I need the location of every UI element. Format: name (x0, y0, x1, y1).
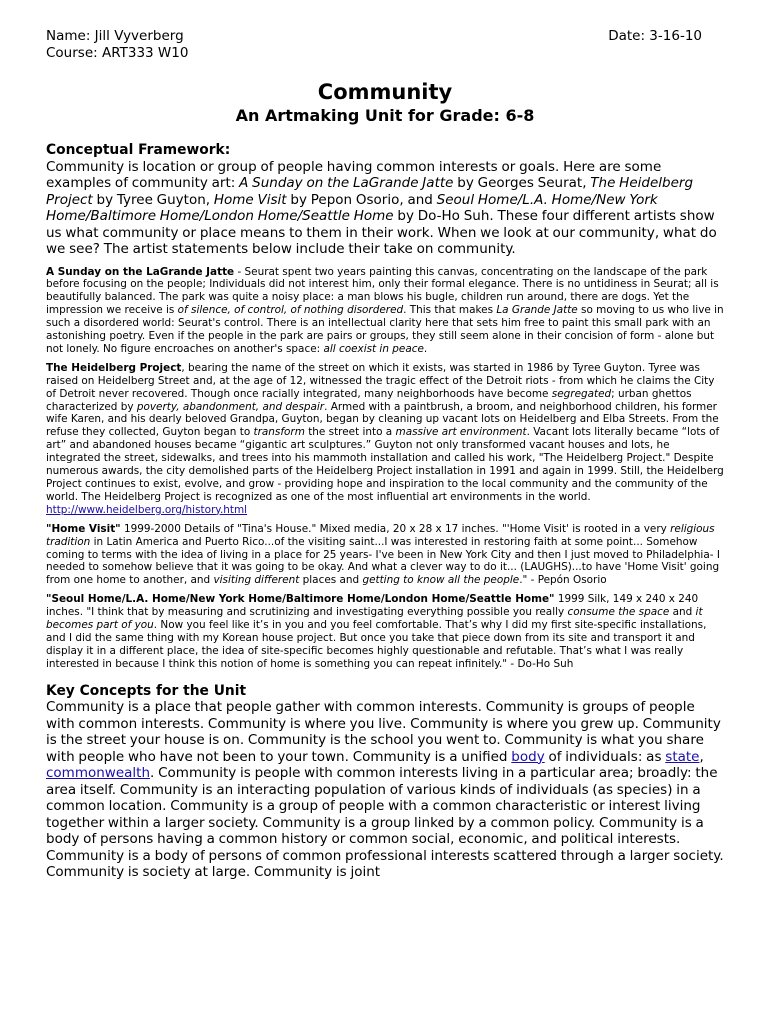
framework-paragraph: Community is location or group of people having common interests or goals. Here are some examples of community art: A Sunday on the LaGrande Jatte by Georges Seurat, The Heidelberg Project by Tyree Guyton, Home Visit by Pepon Osorio, and Seoul Home/L.A. Home/New York Home/Baltimore Home/London Home/Seattle Home by Do-Ho Suh. These four different artists show us what community or place means to them in their work. When we look at our community, what do we see? The artist statements below include their take on community. (46, 158, 717, 257)
course-name: Course: ART333 W10 (46, 45, 189, 61)
framework-heading: Conceptual Framework: (46, 142, 231, 158)
heidelberg-history-link[interactable]: http://www.heidelberg.org/history.html (46, 503, 248, 516)
key-concepts-heading: Key Concepts for the Unit (46, 682, 247, 699)
header-block (46, 28, 188, 62)
work-title-home-visit: Home Visit (213, 191, 287, 208)
key-concepts-paragraph: Community is a place that people gather with common interests. Community is groups of people with common interests. Community is where you live. Community is where you grew up. Community is the street your house is on. Community is the school you went to. Community is what you share with people who have not been to your town. Community is a unified body of individuals: as state, commonwealth. Community is people with common interests living in a particular area; broadly: the area itself. Community is an interacting population of various kinds of individuals (as species) in a common location. Community is a group of people with a common characteristic or interest living together within a larger society. Community is a group linked by a common policy. Community is a body of persons having a common history or common social, economic, and political interests. Community is a body of persons of common professional interests scattered through a larger society. Community is society at large. Community is joint (46, 699, 724, 881)
page-title: Community (317, 80, 453, 104)
student-name: Name: Jill Vyverberg (46, 28, 184, 44)
heidelberg-statement: The Heidelberg Project, bearing the name of the street on which it exists, was started in 1986 by Tyree Guyton. Tyree was raised on Heidelberg Street and, at the age of 12, witnessed the tragic effect of the Detroit riots - from which he claims the City of Detroit never recovered. Though once racially integrated, many neighborhoods have become segregated; urban ghettos characterized by poverty, abandonment, and despair. Armed with a paintbrush, a broom, and neighborhood children, his former wife Karen, and his dearly beloved Grandpa, Guyton, began by cleaning up vacant lots on Heidelberg and Elba Streets. From the refuse they collected, Guyton began to transform the street into a massive art environment. Vacant lots literally became “lots of art” and abandoned houses became “gigantic art sculptures.” Guyton not only transformed vacant houses and lots, he integrated the street, sidewalks, and trees into his mammoth installation and called his work, "The Heidelberg Project." Despite numerous awards, the city demolished parts of the Heidelberg Project installation in 1991 and again in 1999. Still, the Heidelberg Project continues to exist, evolve, and grow - providing hope and inspiration to the local community and the community of the world. The Heidelberg Project is recognized as one of the most influential art environments in the world. http://www.heidelberg.org/history.html (46, 361, 724, 516)
heidelberg-title: The Heidelberg Project (46, 361, 182, 374)
seoul-home-title: "Seoul Home/L.A. Home/New York Home/Baltimore Home/London Home/Seattle Home" (46, 593, 555, 606)
date-label: Date: 3-16-10 (608, 28, 702, 44)
home-visit-statement: "Home Visit" 1999-2000 Details of "Tina's House." Mixed media, 20 x 28 x 17 inches. "'Home Visit' is rooted in a very religious tradition in Latin America and Puerto Rico...of the visiting saint...I was interested in restoring faith at some point... Somehow coming to terms with the idea of living in a place for 25 years- I've been in New York City and then I just moved to Philadelphia- I needed to somehow believe that it was going to be okay. And what a clever way to do it... (LAUGHS)...to have 'Home Visit' going from one home to another, and visiting different places and getting to know all the people." - Pepón Osorio (46, 522, 720, 587)
seurat-statement: A Sunday on the LaGrande Jatte - Seurat spent two years painting this canvas, concentrating on the landscape of the park before focusing on the people; Individuals did not interest him, only their formal elegance. There is no untidiness in Seurat; all is beautifully balanced. The park was quite a noisy place: a man blows his bugle, children run around, there are dogs. Yet the impression we receive is of silence, of control, of nothing disordered. This that makes La Grande Jatte so moving to us who live in such a disordered world: Seurat's control. There is an intellectual clarity here that sets him free to paint this small park with an astonishing poetry. Even if the people in the park are pairs or groups, they still seem alone in their concision of form - alone but not lonely. No figure encroaches on another's space: all coexist in peace. (46, 265, 724, 355)
body-link[interactable]: body (511, 748, 545, 765)
state-link[interactable]: state (665, 748, 700, 765)
seoul-home-statement: "Seoul Home/L.A. Home/New York Home/Baltimore Home/London Home/Seattle Home" 1999 Silk, 149 x 240 x 240 inches. "I think that by measuring and scrutinizing and investigating everything possible you really consume the space and it becomes part of you. Now you feel like it’s in you and you feel comfortable. That’s why I did my first site-specific installations, and I did the same thing with my Korean house project. But once you take that piece down from its site and transport it and display it in a different place, the idea of site-specific becomes highly questionable and refutable. That’s what I was really interested in because I think this notion of home is something you can repeat infinitely." - Do-Ho Suh (46, 593, 707, 670)
document-body (46, 142, 726, 881)
home-visit-title: "Home Visit" (46, 522, 121, 535)
seurat-title: A Sunday on the LaGrande Jatte (46, 265, 235, 278)
work-title-seoul-home: Seoul Home/L.A. Home/New York Home/Baltimore Home/London Home/Seattle Home (46, 191, 658, 224)
commonwealth-link[interactable]: commonwealth (46, 765, 151, 782)
page-subtitle: An Artmaking Unit for Grade: 6-8 (235, 106, 535, 125)
work-title-seurat: A Sunday on the LaGrande Jatte (239, 175, 454, 191)
work-title-heidelberg: The Heidelberg Project (46, 175, 694, 208)
